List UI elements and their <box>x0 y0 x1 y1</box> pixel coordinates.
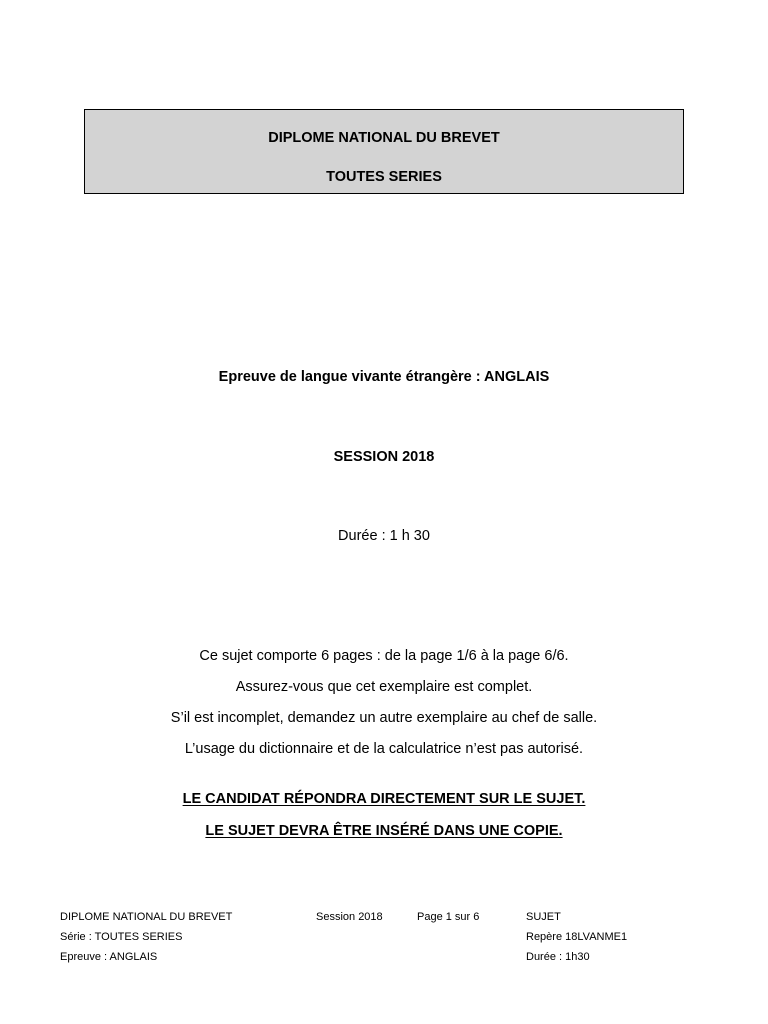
instruction-line: S’il est incomplet, demandez un autre exemplaire au chef de salle. <box>170 710 598 726</box>
footer-duration: Durée : 1h30 <box>526 951 590 963</box>
instruction-line: Assurez-vous que cet exemplaire est complet. <box>235 679 533 695</box>
notice-line <box>0 790 768 808</box>
notice-text: LE SUJET DEVRA ÊTRE INSÉRÉ DANS UNE COPIE. <box>205 823 563 839</box>
instruction-line: Ce sujet comporte 6 pages : de la page 1/6 à la page 6/6. <box>199 648 569 664</box>
footer-session: Session 2018 <box>316 911 383 923</box>
footer-exam-name: DIPLOME NATIONAL DU BREVET <box>60 911 233 923</box>
instruction-line: L’usage du dictionnaire et de la calculatrice n’est pas autorisé. <box>184 741 584 757</box>
footer-reference: Repère 18LVANME1 <box>526 931 628 943</box>
exam-title: Epreuve de langue vivante étrangère : ANGLAIS <box>218 369 550 385</box>
footer-doc-type: SUJET <box>526 911 561 923</box>
footer-page: Page 1 sur 6 <box>417 911 480 923</box>
session-label: SESSION 2018 <box>333 449 435 465</box>
header-subtitle: TOUTES SERIES <box>326 169 442 185</box>
header-title: DIPLOME NATIONAL DU BREVET <box>268 130 500 146</box>
footer-subject: Epreuve : ANGLAIS <box>60 951 158 963</box>
notice-line <box>0 822 768 840</box>
header-box <box>84 109 684 194</box>
footer-series: Série : TOUTES SERIES <box>60 931 183 943</box>
duration-label: Durée : 1 h 30 <box>338 528 430 544</box>
notice-text: LE CANDIDAT RÉPONDRA DIRECTEMENT SUR LE SUJET. <box>182 791 586 807</box>
